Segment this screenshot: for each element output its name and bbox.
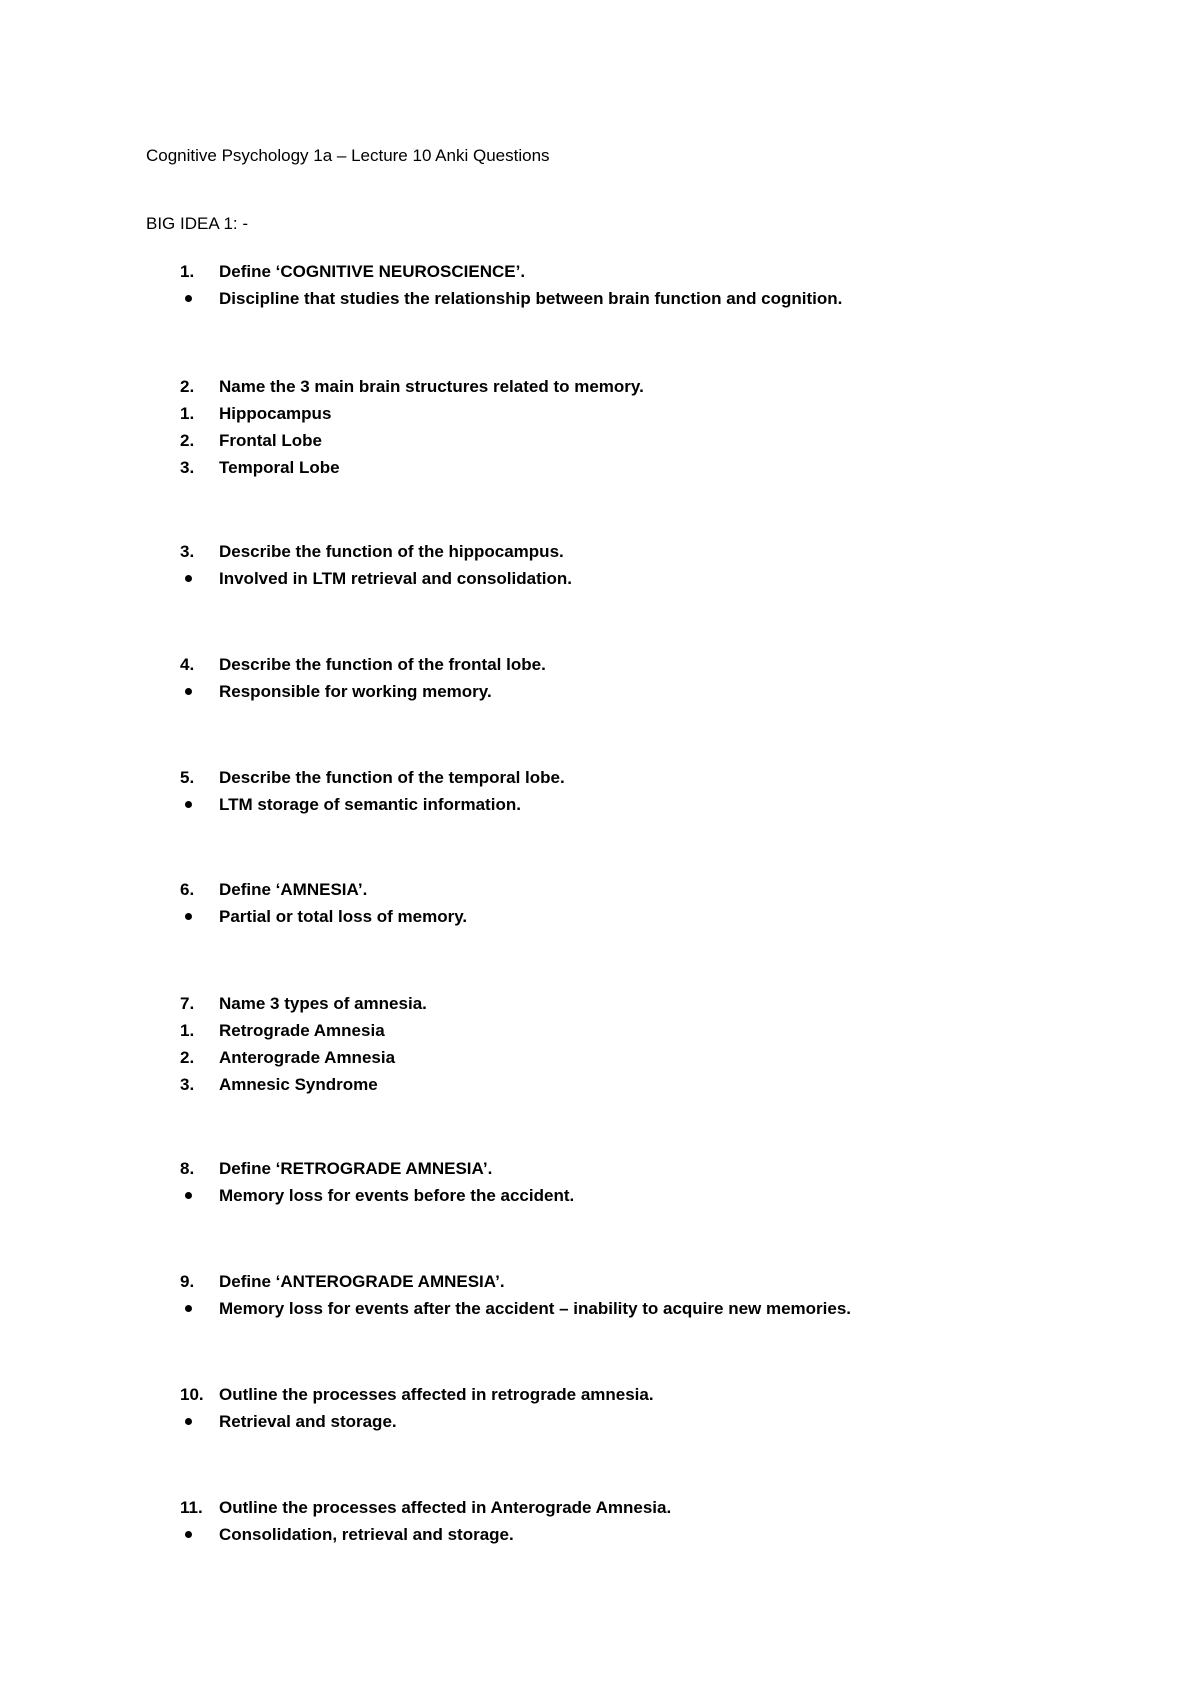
answer-text: Retrieval and storage. — [219, 1412, 397, 1431]
answer-text: Temporal Lobe — [219, 458, 340, 477]
answer-line — [0, 1017, 1200, 1044]
question-text: Define ‘RETROGRADE AMNESIA’. — [219, 1159, 493, 1178]
question-number: 10. — [180, 1385, 204, 1404]
section-heading: BIG IDEA 1: - — [146, 214, 249, 233]
question-line — [0, 1155, 1200, 1182]
answer-line — [0, 1408, 1200, 1435]
question-text: Outline the processes affected in Anterograde Amnesia. — [219, 1498, 672, 1517]
question-line — [0, 764, 1200, 791]
answer-line — [0, 565, 1200, 592]
question-block — [0, 990, 1200, 1098]
answer-number: 2. — [180, 431, 195, 450]
answer-line — [0, 678, 1200, 705]
question-block — [0, 876, 1200, 930]
question-number: 6. — [180, 880, 195, 899]
bullet-icon — [185, 1418, 192, 1425]
answer-text: LTM storage of semantic information. — [219, 795, 521, 814]
answer-line — [0, 1071, 1200, 1098]
question-text: Describe the function of the frontal lobe. — [219, 655, 546, 674]
answer-number: 1. — [180, 1021, 195, 1040]
bullet-icon — [185, 913, 192, 920]
question-number: 2. — [180, 377, 195, 396]
answer-text: Hippocampus — [219, 404, 332, 423]
question-block — [0, 373, 1200, 481]
question-number: 3. — [180, 542, 195, 561]
question-block — [0, 538, 1200, 592]
question-line — [0, 876, 1200, 903]
answer-text: Discipline that studies the relationship between brain function and cognition. — [219, 289, 843, 308]
answer-text: Anterograde Amnesia — [219, 1048, 396, 1067]
question-line — [0, 651, 1200, 678]
question-block — [0, 258, 1200, 312]
question-block — [0, 764, 1200, 818]
bullet-icon — [185, 575, 192, 582]
bullet-icon — [185, 295, 192, 302]
question-number: 7. — [180, 994, 195, 1013]
bullet-icon — [185, 1531, 192, 1538]
answer-line — [0, 400, 1200, 427]
question-block — [0, 1494, 1200, 1548]
question-text: Define ‘COGNITIVE NEUROSCIENCE’. — [219, 262, 526, 281]
question-number: 8. — [180, 1159, 195, 1178]
question-number: 1. — [180, 262, 195, 281]
answer-line — [0, 791, 1200, 818]
question-text: Define ‘AMNESIA’. — [219, 880, 368, 899]
question-number: 5. — [180, 768, 195, 787]
question-line — [0, 538, 1200, 565]
question-line — [0, 1381, 1200, 1408]
question-text: Name the 3 main brain structures related to memory. — [219, 377, 644, 396]
question-block — [0, 1268, 1200, 1322]
answer-text: Partial or total loss of memory. — [219, 907, 468, 926]
answer-line — [0, 1182, 1200, 1209]
question-block — [0, 651, 1200, 705]
question-line — [0, 1494, 1200, 1521]
answer-text: Responsible for working memory. — [219, 682, 492, 701]
answer-text: Consolidation, retrieval and storage. — [219, 1525, 514, 1544]
bullet-icon — [185, 688, 192, 695]
answer-line — [0, 285, 1200, 312]
answer-number: 3. — [180, 458, 195, 477]
question-block — [0, 1381, 1200, 1435]
answer-text: Memory loss for events after the accident – inability to acquire new memories. — [219, 1299, 852, 1318]
answer-text: Frontal Lobe — [219, 431, 322, 450]
answer-number: 2. — [180, 1048, 195, 1067]
answer-number: 3. — [180, 1075, 195, 1094]
answer-text: Involved in LTM retrieval and consolidation. — [219, 569, 572, 588]
answer-line — [0, 454, 1200, 481]
answer-text: Memory loss for events before the accident. — [219, 1186, 575, 1205]
answer-line — [0, 1521, 1200, 1548]
question-text: Outline the processes affected in retrograde amnesia. — [219, 1385, 654, 1404]
bullet-icon — [185, 1192, 192, 1199]
question-line — [0, 1268, 1200, 1295]
bullet-icon — [185, 801, 192, 808]
question-text: Describe the function of the hippocampus. — [219, 542, 564, 561]
bullet-icon — [185, 1305, 192, 1312]
document-title: Cognitive Psychology 1a – Lecture 10 Anki Questions — [146, 146, 550, 165]
question-block — [0, 1155, 1200, 1209]
question-number: 11. — [180, 1498, 203, 1517]
question-number: 4. — [180, 655, 195, 674]
answer-number: 1. — [180, 404, 195, 423]
answer-line — [0, 427, 1200, 454]
question-text: Name 3 types of amnesia. — [219, 994, 427, 1013]
answer-line — [0, 1044, 1200, 1071]
answer-line — [0, 1295, 1200, 1322]
question-text: Define ‘ANTEROGRADE AMNESIA’. — [219, 1272, 505, 1291]
question-number: 9. — [180, 1272, 195, 1291]
question-line — [0, 373, 1200, 400]
question-text: Describe the function of the temporal lobe. — [219, 768, 565, 787]
answer-text: Amnesic Syndrome — [219, 1075, 378, 1094]
question-line — [0, 990, 1200, 1017]
question-line — [0, 258, 1200, 285]
answer-line — [0, 903, 1200, 930]
answer-text: Retrograde Amnesia — [219, 1021, 385, 1040]
